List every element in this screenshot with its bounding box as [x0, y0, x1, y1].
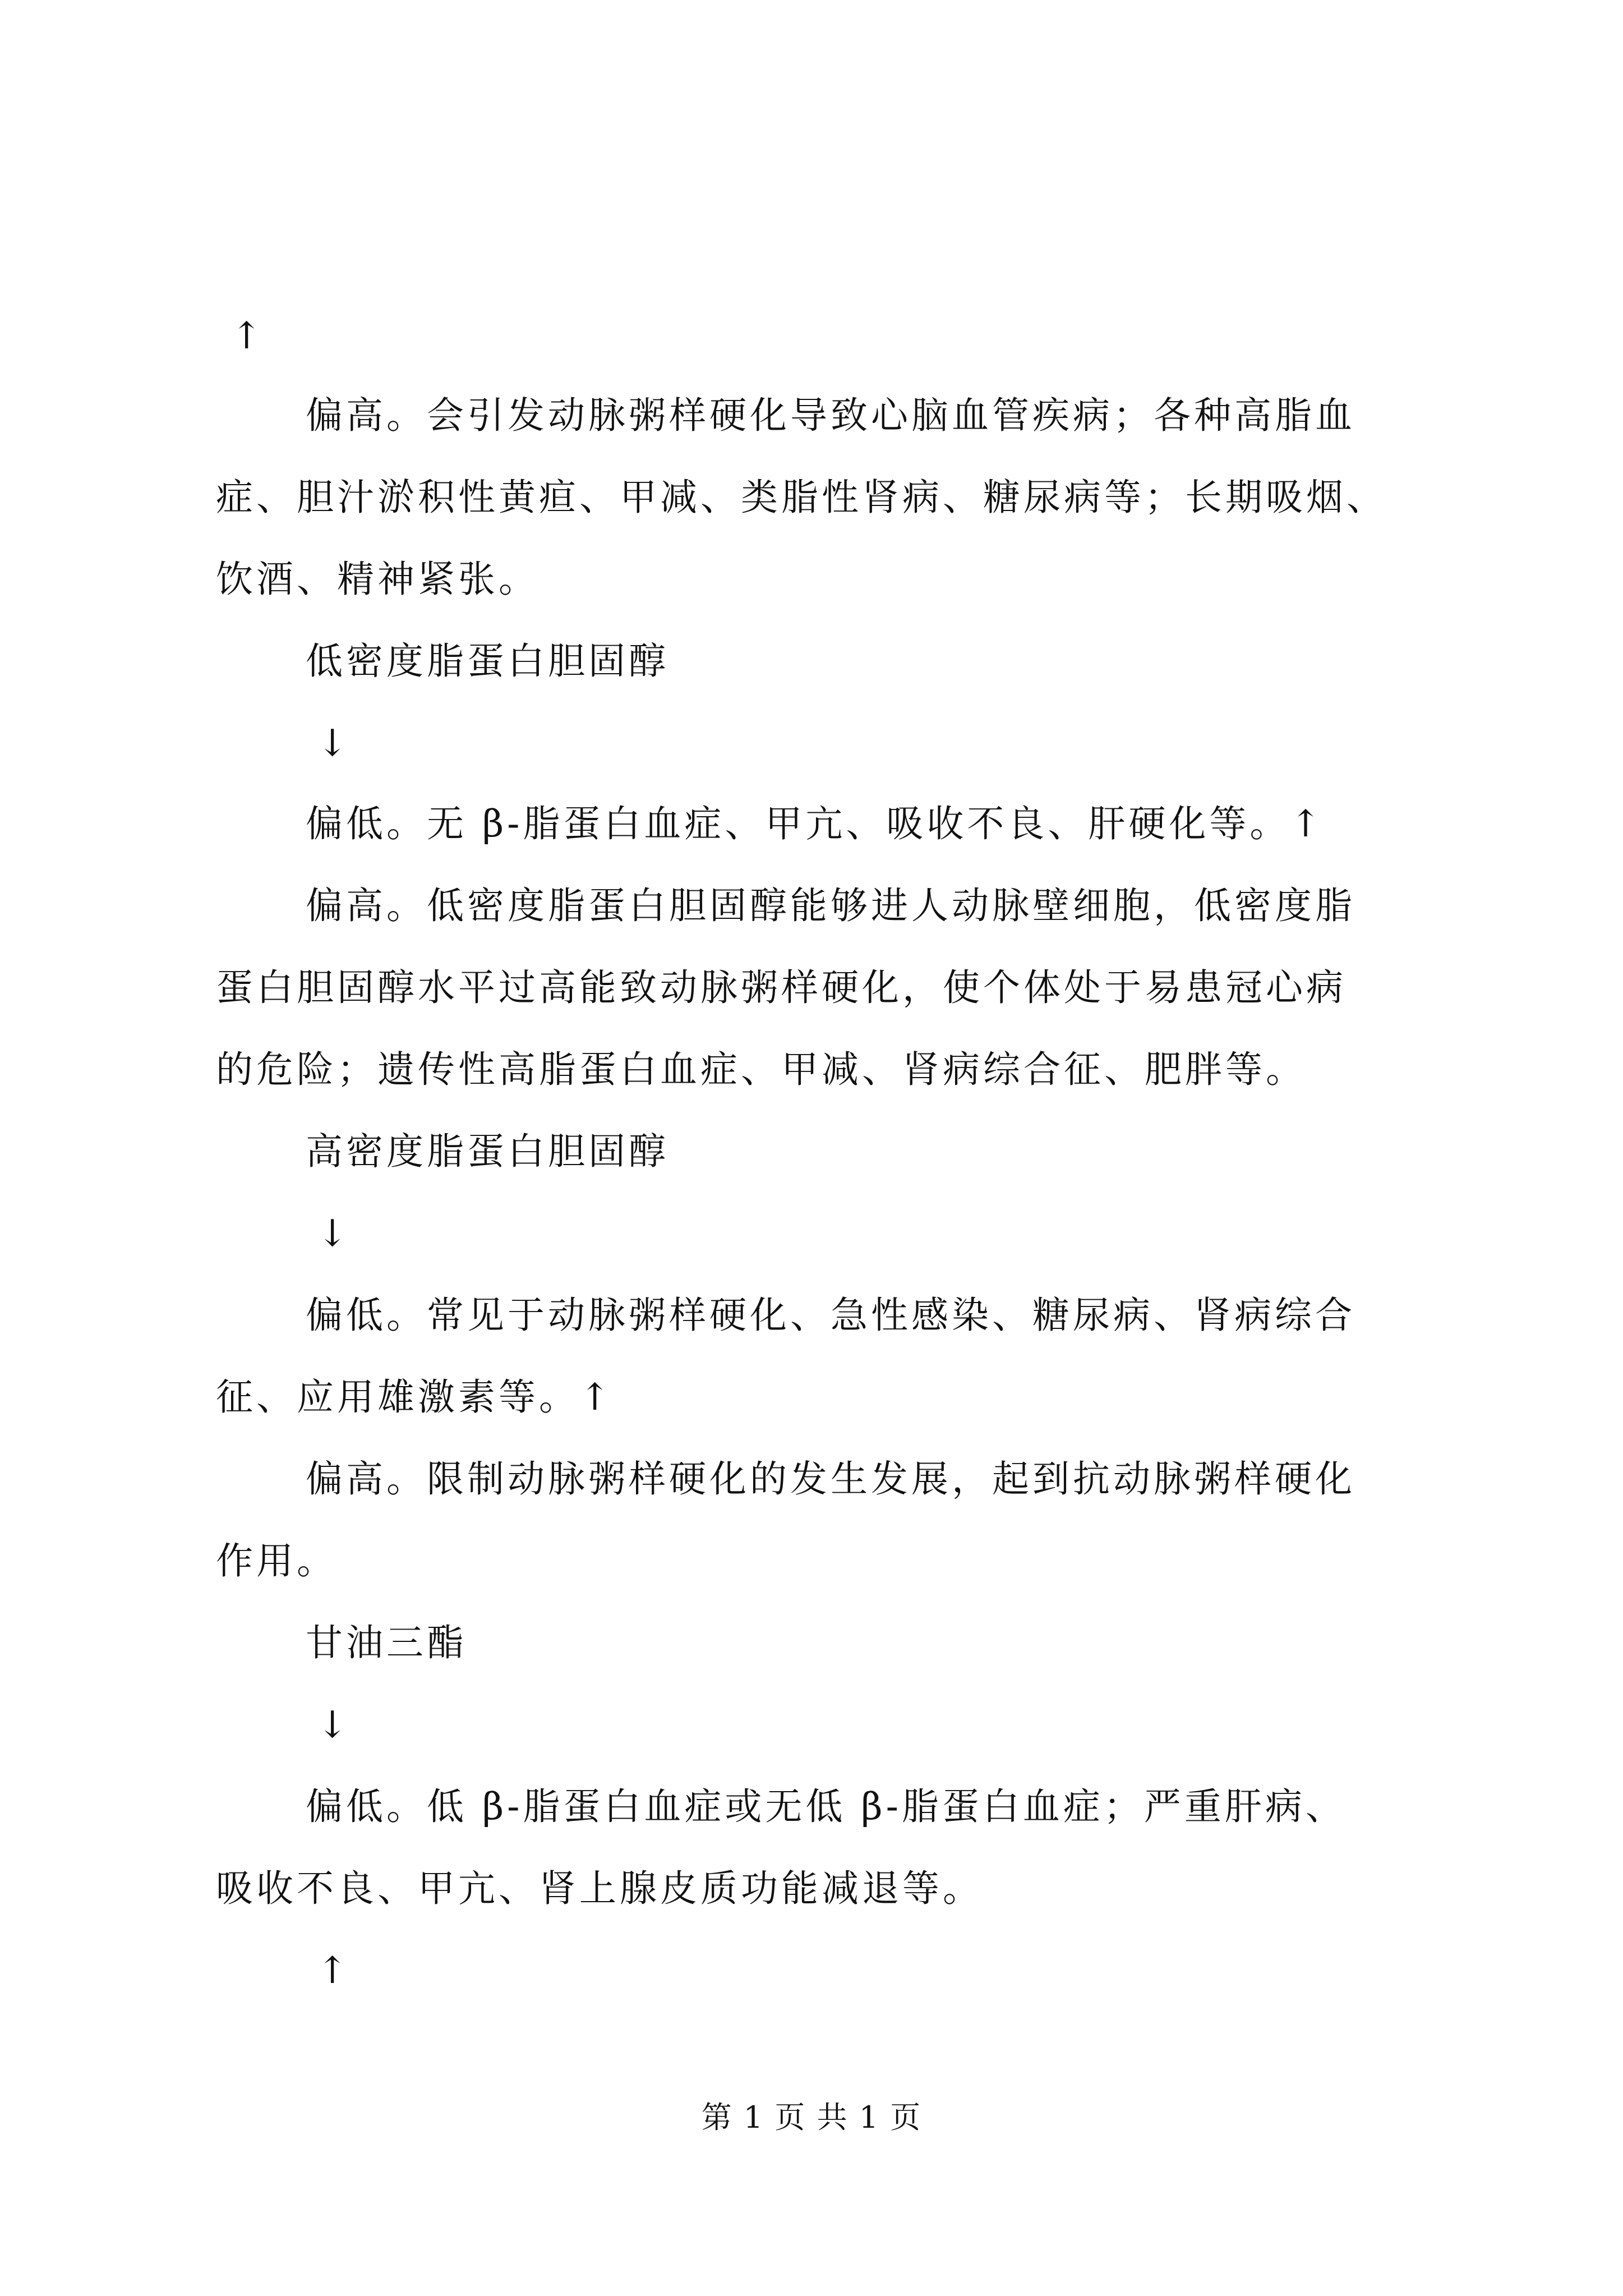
paragraph-line: 征、应用雄激素等。↑ — [216, 1375, 614, 1419]
section-heading: 甘油三酯 — [306, 1621, 467, 1664]
arrow-up: ↑ — [231, 314, 266, 357]
arrow-down: ↓ — [317, 721, 352, 765]
page-footer: 第 1 页 共 1 页 — [701, 2100, 922, 2135]
paragraph-line: 偏低。无 β-脂蛋白血症、甲亢、吸收不良、肝硬化等。↑ — [306, 802, 1325, 845]
section-heading: 低密度脂蛋白胆固醇 — [306, 639, 669, 683]
paragraph-line: 饮酒、精神紧张。 — [216, 558, 539, 601]
paragraph-line: 的危险；遗传性高脂蛋白血症、甲减、肾病综合征、肥胖等。 — [216, 1048, 1306, 1091]
paragraph-line: 症、胆汁淤积性黄疸、甲减、类脂性肾病、糖尿病等；长期吸烟、 — [216, 476, 1387, 519]
paragraph-line: 蛋白胆固醇水平过高能致动脉粥样硬化，使个体处于易患冠心病 — [216, 966, 1347, 1009]
paragraph-line: 偏高。低密度脂蛋白胆固醇能够进人动脉壁细胞，低密度脂 — [306, 884, 1355, 927]
paragraph-line: 偏低。低 β-脂蛋白血症或无低 β-脂蛋白血症；严重肝病、 — [306, 1785, 1346, 1828]
arrow-down: ↓ — [317, 1703, 352, 1746]
arrow-up: ↑ — [317, 1949, 352, 1992]
arrow-down: ↓ — [317, 1212, 352, 1255]
paragraph-line: 吸收不良、甲亢、肾上腺皮质功能减退等。 — [216, 1867, 983, 1910]
paragraph-line: 偏高。会引发动脉粥样硬化导致心脑血管疾病；各种高脂血 — [306, 394, 1355, 437]
paragraph-line: 偏低。常见于动脉粥样硬化、急性感染、糖尿病、肾病综合 — [306, 1294, 1355, 1337]
paragraph-line: 作用。 — [216, 1539, 337, 1582]
paragraph-line: 偏高。限制动脉粥样硬化的发生发展，起到抗动脉粥样硬化 — [306, 1457, 1355, 1501]
section-heading: 高密度脂蛋白胆固醇 — [306, 1130, 669, 1173]
